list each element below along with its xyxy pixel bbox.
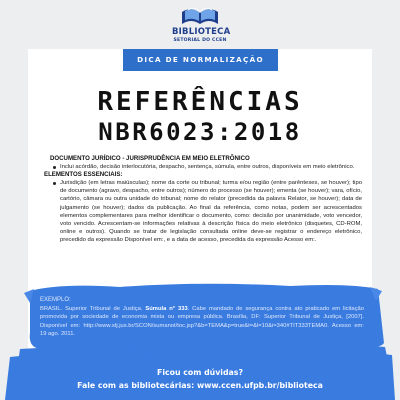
example-text-bold: Súmula n° 333 bbox=[145, 305, 188, 312]
body-text bbox=[44, 155, 362, 244]
elements-bullet: Jurisdição (em letras maiúsculas); nome da corte ou tribunal; turma e/ou região (entre parênteses, se houver); tipo de documento (agravo, despacho, entre outros); número do processo (se houver); ementa (se houver); vara, ofício, cartório, câmara ou outra unidade do tribunal; nome do relator (precedida da palavra Relator, se houver); data de julgamento (se houver); dados da publicação. Ao final da referência, como notas, podem ser acrescentados elementos complementares para melhor identificar o documento, como: decisão por unanimidade, voto vencedor, voto vencido. Acrescentam-se informações relativas à descrição física do meio eletrônico (disquetes, CD-ROM, online e outros). Quando se tratar de legislação consultada online deve-se registrar o endereço eletrônico, precedido da expressão Disponível em:, e a data de acesso, precedida da expressão Acesso em:. bbox=[50, 179, 362, 244]
elements-heading: ELEMENTOS ESSENCIAIS: bbox=[44, 171, 123, 179]
example-text-part2: . Cabe mandado de segurança contra ato praticado em licitação promovida por sociedade de economia mista ou empresa pública. Brasília, DF: Superior Tribunal de Justiça, [2007]. Disponível em: http://www.stj.jus.br/SCON/sumanot/toc.jsp?&b=TEMA&p=true&t=&l=10&i=340#TIT333TEMA0. Acesso em: 19 ago. 2011. bbox=[40, 305, 364, 337]
tip-banner: DICA DE NORMALIZAÇÃO bbox=[123, 49, 278, 71]
example-label: EXEMPLO: bbox=[40, 297, 71, 303]
footer-contact: Fale com as bibliotecárias: www.ccen.ufpb.br/biblioteca bbox=[77, 381, 323, 390]
logo-title: BIBLIOTECA bbox=[172, 27, 231, 37]
open-book-icon bbox=[179, 2, 221, 28]
example-block bbox=[40, 296, 364, 339]
logo-subtitle: SETORIAL DO CCEN bbox=[173, 38, 227, 43]
doc-bullet: Inclui acórdão, decisão interlocutória, despacho, sentença, súmula, entre outros, disponíveis em meio eletrônico. bbox=[50, 163, 362, 171]
doc-heading: DOCUMENTO JURÍDICO - JURISPRUDÊNCIA EM MEIO ELETRÔNICO bbox=[50, 155, 250, 162]
page-title-line1: REFERÊNCIAS bbox=[97, 87, 303, 117]
page-title-line2: NBR6023:2018 bbox=[98, 118, 302, 146]
footer-question: Ficou com dúvidas? bbox=[157, 368, 243, 377]
example-text-part1: BRASIL. Superior Tribunal de Justiça. bbox=[40, 305, 146, 312]
library-logo bbox=[172, 2, 231, 50]
